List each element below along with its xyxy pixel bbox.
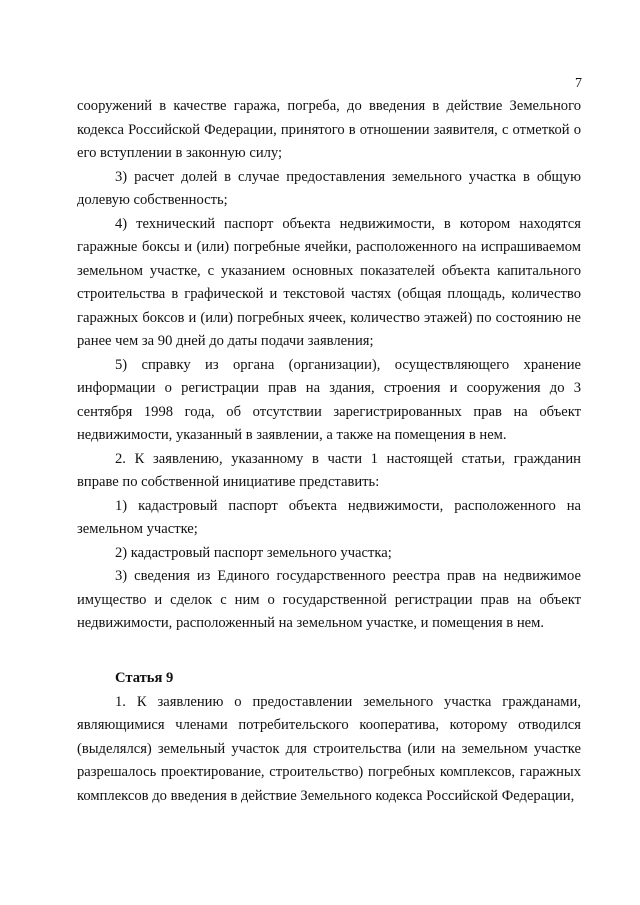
paragraph: 3) расчет долей в случае предоставления земельного участка в общую долевую собственность; [77, 168, 581, 208]
paragraph: 2) кадастровый паспорт земельного участка; [115, 544, 392, 561]
paragraph: 5) справку из органа (организации), осуществляющего хранение информации о регистрации прав на здания, строения и сооружения до 3 сентября 1998 года, об отсутствии зарегистрированных прав на объект недвижимости, указанный в заявлении, а также на помещения в нем. [77, 356, 581, 443]
article-heading: Статья 9 [115, 670, 174, 686]
paragraph: 2. К заявлению, указанному в части 1 настоящей статьи, гражданин вправе по собственной инициативе представить: [77, 450, 581, 490]
section-gap [77, 636, 581, 644]
document-body [77, 95, 581, 808]
paragraph: 1. К заявлению о предоставлении земельного участка гражданами, являющимися членами потребительского кооператива, которому отводился (выделялся) земельный участок для строительства (или на земельном участке разрешалось проектирование, строительство) погребных комплексов, гаражных комплексов до введения в действие Земельного кодекса Российской Федерации, [77, 693, 581, 804]
paragraph: 1) кадастровый паспорт объекта недвижимости, расположенного на земельном участке; [77, 497, 581, 537]
page-number: 7 [575, 76, 582, 91]
paragraph: 4) технический паспорт объекта недвижимости, в котором находятся гаражные боксы и (или) погребные ячейки, расположенного на испрашиваемом земельном участке, с указанием основных показателей объекта капитального строительства в графической и текстовой частях (общая площадь, количество гаражных боксов и (или) погребных ячеек, количество этажей) по состоянию не ранее чем за 90 дней до даты подачи заявления; [77, 215, 581, 349]
paragraph: сооружений в качестве гаража, погреба, до введения в действие Земельного кодекса Российской Федерации, принятого в отношении заявителя, с отметкой о его вступлении в законную силу; [77, 98, 581, 161]
paragraph: 3) сведения из Единого государственного реестра прав на недвижимое имущество и сделок с ним о государственной регистрации прав на объект недвижимости, расположенный на земельном участке, и помещения в нем. [77, 568, 581, 631]
